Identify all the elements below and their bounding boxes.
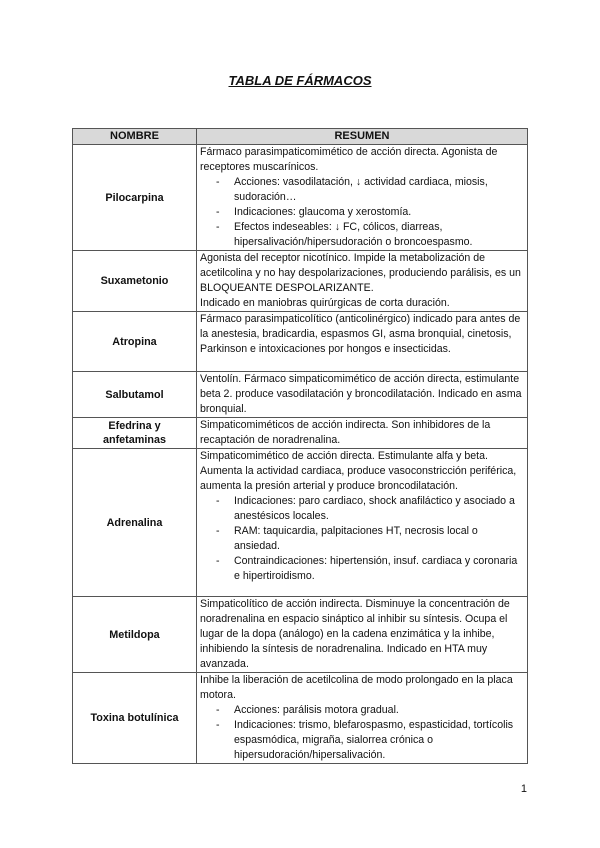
table-row — [73, 312, 528, 372]
list-item: - Indicaciones: paro cardiaco, shock anafiláctico y asociado a anestésicos locales. — [234, 494, 524, 524]
drug-name: Adrenalina — [73, 449, 197, 597]
summary-text: Simpaticolítico de acción indirecta. Disminuye la concentración de noradrenalina en espacio sináptico al inhibir su síntesis. Ocupa el lugar de la dopa (análogo) en la cadena enzimática y la inhibe, inhibiendo la síntesis de noradrenalina. Indicado en HTA muy avanzada. — [200, 598, 510, 670]
drug-name: Toxina botulínica — [73, 673, 197, 764]
drug-name: Salbutamol — [73, 372, 197, 418]
table-row — [73, 597, 528, 673]
summary-text: Fármaco parasimpaticolítico (anticolinérgico) indicado para antes de la anestesia, bradicardia, espasmos GI, asma bronquial, cinetosis, Parkinson e intoxicaciones por hongos e insecticidas. — [200, 313, 521, 355]
list-item: - Acciones: vasodilatación, ↓ actividad cardiaca, miosis, sudoración… — [234, 175, 524, 205]
drug-name: Efedrina y anfetaminas — [73, 418, 197, 449]
drug-summary — [197, 418, 528, 449]
summary-text: Indicado en maniobras quirúrgicas de corta duración. — [200, 297, 450, 309]
list-item: - Indicaciones: glaucoma y xerostomía. — [234, 205, 524, 220]
list-item: - RAM: taquicardia, palpitaciones HT, necrosis local o ansiedad. — [234, 524, 524, 554]
drug-summary — [197, 145, 528, 251]
drug-name: Pilocarpina — [73, 145, 197, 251]
list-item: - Acciones: parálisis motora gradual. — [234, 703, 524, 718]
list-item: - Efectos indeseables: ↓ FC, cólicos, diarreas, hipersalivación/hipersudoración o broncoespasmo. — [234, 220, 524, 250]
drug-summary — [197, 312, 528, 372]
table-row — [73, 372, 528, 418]
drug-summary — [197, 597, 528, 673]
table-row — [73, 449, 528, 597]
drug-summary — [197, 673, 528, 764]
drug-name: Atropina — [73, 312, 197, 372]
table-row — [73, 145, 528, 251]
drug-summary — [197, 251, 528, 312]
summary-text: Ventolín. Fármaco simpaticomimético de acción directa, estimulante beta 2. produce vasodilatación y broncodilatación. Indicado en asma bronquial. — [200, 373, 522, 415]
page-number: 1 — [520, 783, 527, 795]
document-title: TABLA DE FÁRMACOS — [228, 73, 372, 88]
bullet-list — [200, 703, 524, 763]
summary-text: Fármaco parasimpaticomimético de acción directa. Agonista de receptores muscarínicos. — [200, 146, 498, 173]
drug-name: Suxametonio — [73, 251, 197, 312]
header-resumen: RESUMEN — [197, 129, 528, 145]
bullet-list — [200, 494, 524, 584]
drug-summary — [197, 372, 528, 418]
summary-text: Agonista del receptor nicotínico. Impide la metabolización de acetilcolina y no hay despolarizaciones, produciendo parálisis, es un BLOQUEANTE DESPOLARIZANTE. — [200, 252, 521, 294]
table-row — [73, 673, 528, 764]
list-item: - Contraindicaciones: hipertensión, insuf. cardiaca y coronaria e hipertiroidismo. — [234, 554, 524, 584]
table-header-row — [73, 129, 528, 145]
summary-text: Inhibe la liberación de acetilcolina de modo prolongado en la placa motora. — [200, 674, 513, 701]
bullet-list — [200, 175, 524, 250]
table-row — [73, 251, 528, 312]
header-nombre: NOMBRE — [73, 129, 197, 145]
drug-table — [72, 128, 528, 764]
drug-summary — [197, 449, 528, 597]
table-row — [73, 418, 528, 449]
list-item: - Indicaciones: trismo, blefarospasmo, espasticidad, tortícolis espasmódica, migraña, sialorrea crónica o hipersudoración/hipersalivación. — [234, 718, 524, 763]
drug-name: Metildopa — [73, 597, 197, 673]
summary-text: Simpaticomimético de acción directa. Estimulante alfa y beta. Aumenta la actividad cardiaca, produce vasoconstricción periférica, aumenta la presión arterial y produce broncodilatación. — [200, 450, 517, 492]
summary-text: Simpaticomiméticos de acción indirecta. Son inhibidores de la recaptación de noradrenalina. — [200, 419, 491, 446]
